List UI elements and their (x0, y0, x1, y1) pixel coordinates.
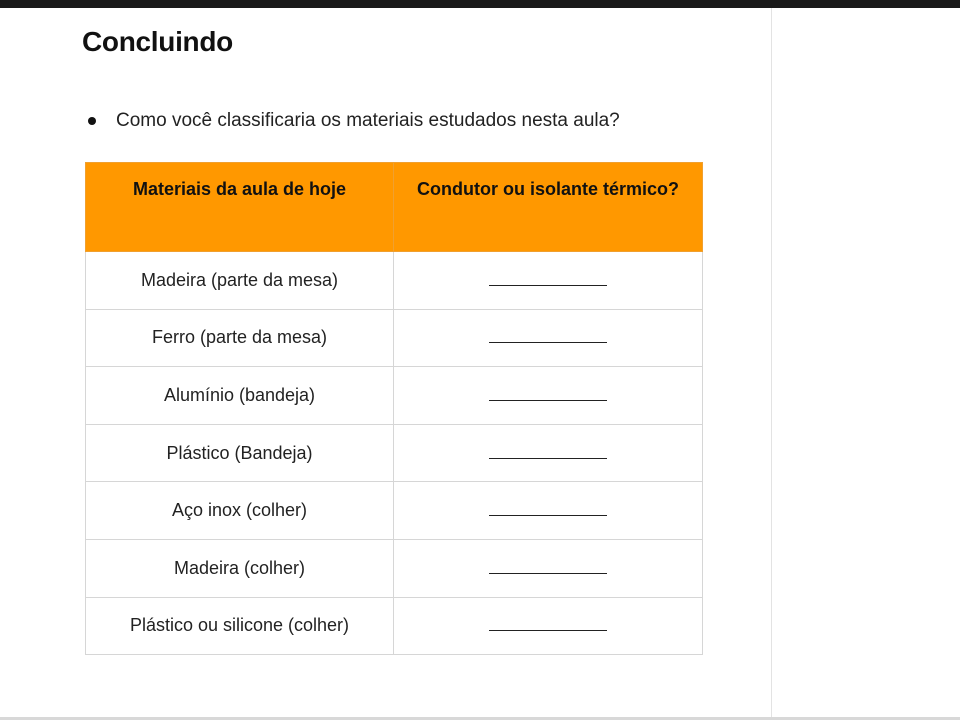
material-cell: Ferro (parte da mesa) (86, 309, 394, 367)
answer-blank-line (489, 515, 607, 516)
table-row (86, 539, 703, 597)
answer-cell (394, 424, 703, 482)
window-top-border (0, 0, 960, 8)
slide-title: Concluindo (82, 26, 233, 57)
material-cell: Plástico (Bandeja) (86, 424, 394, 482)
answer-cell (394, 309, 703, 367)
header-conductor-insulator: Condutor ou isolante térmico? (394, 163, 703, 252)
table-row (86, 252, 703, 310)
table-row (86, 367, 703, 425)
answer-blank-line (489, 400, 607, 401)
materials-table (85, 162, 703, 655)
answer-cell (394, 597, 703, 655)
table-row (86, 482, 703, 540)
answer-blank-line (489, 342, 607, 343)
table-row (86, 424, 703, 482)
answer-blank-line (489, 630, 607, 631)
answer-cell (394, 252, 703, 310)
table-row (86, 597, 703, 655)
answer-blank-line (489, 458, 607, 459)
material-cell: Aço inox (colher) (86, 482, 394, 540)
bullet-icon (88, 117, 96, 125)
answer-cell (394, 539, 703, 597)
table-row (86, 309, 703, 367)
side-panel (771, 8, 960, 720)
material-cell: Madeira (colher) (86, 539, 394, 597)
bullet-item (88, 110, 620, 132)
answer-blank-line (489, 573, 607, 574)
header-materials: Materiais da aula de hoje (86, 163, 394, 252)
table-header-row (86, 163, 703, 252)
answer-cell (394, 367, 703, 425)
material-cell: Plástico ou silicone (colher) (86, 597, 394, 655)
material-cell: Alumínio (bandeja) (86, 367, 394, 425)
material-cell: Madeira (parte da mesa) (86, 252, 394, 310)
answer-blank-line (489, 285, 607, 286)
slide-canvas (0, 8, 771, 720)
answer-cell (394, 482, 703, 540)
bullet-text: Como você classificaria os materiais estudados nesta aula? (116, 110, 620, 131)
